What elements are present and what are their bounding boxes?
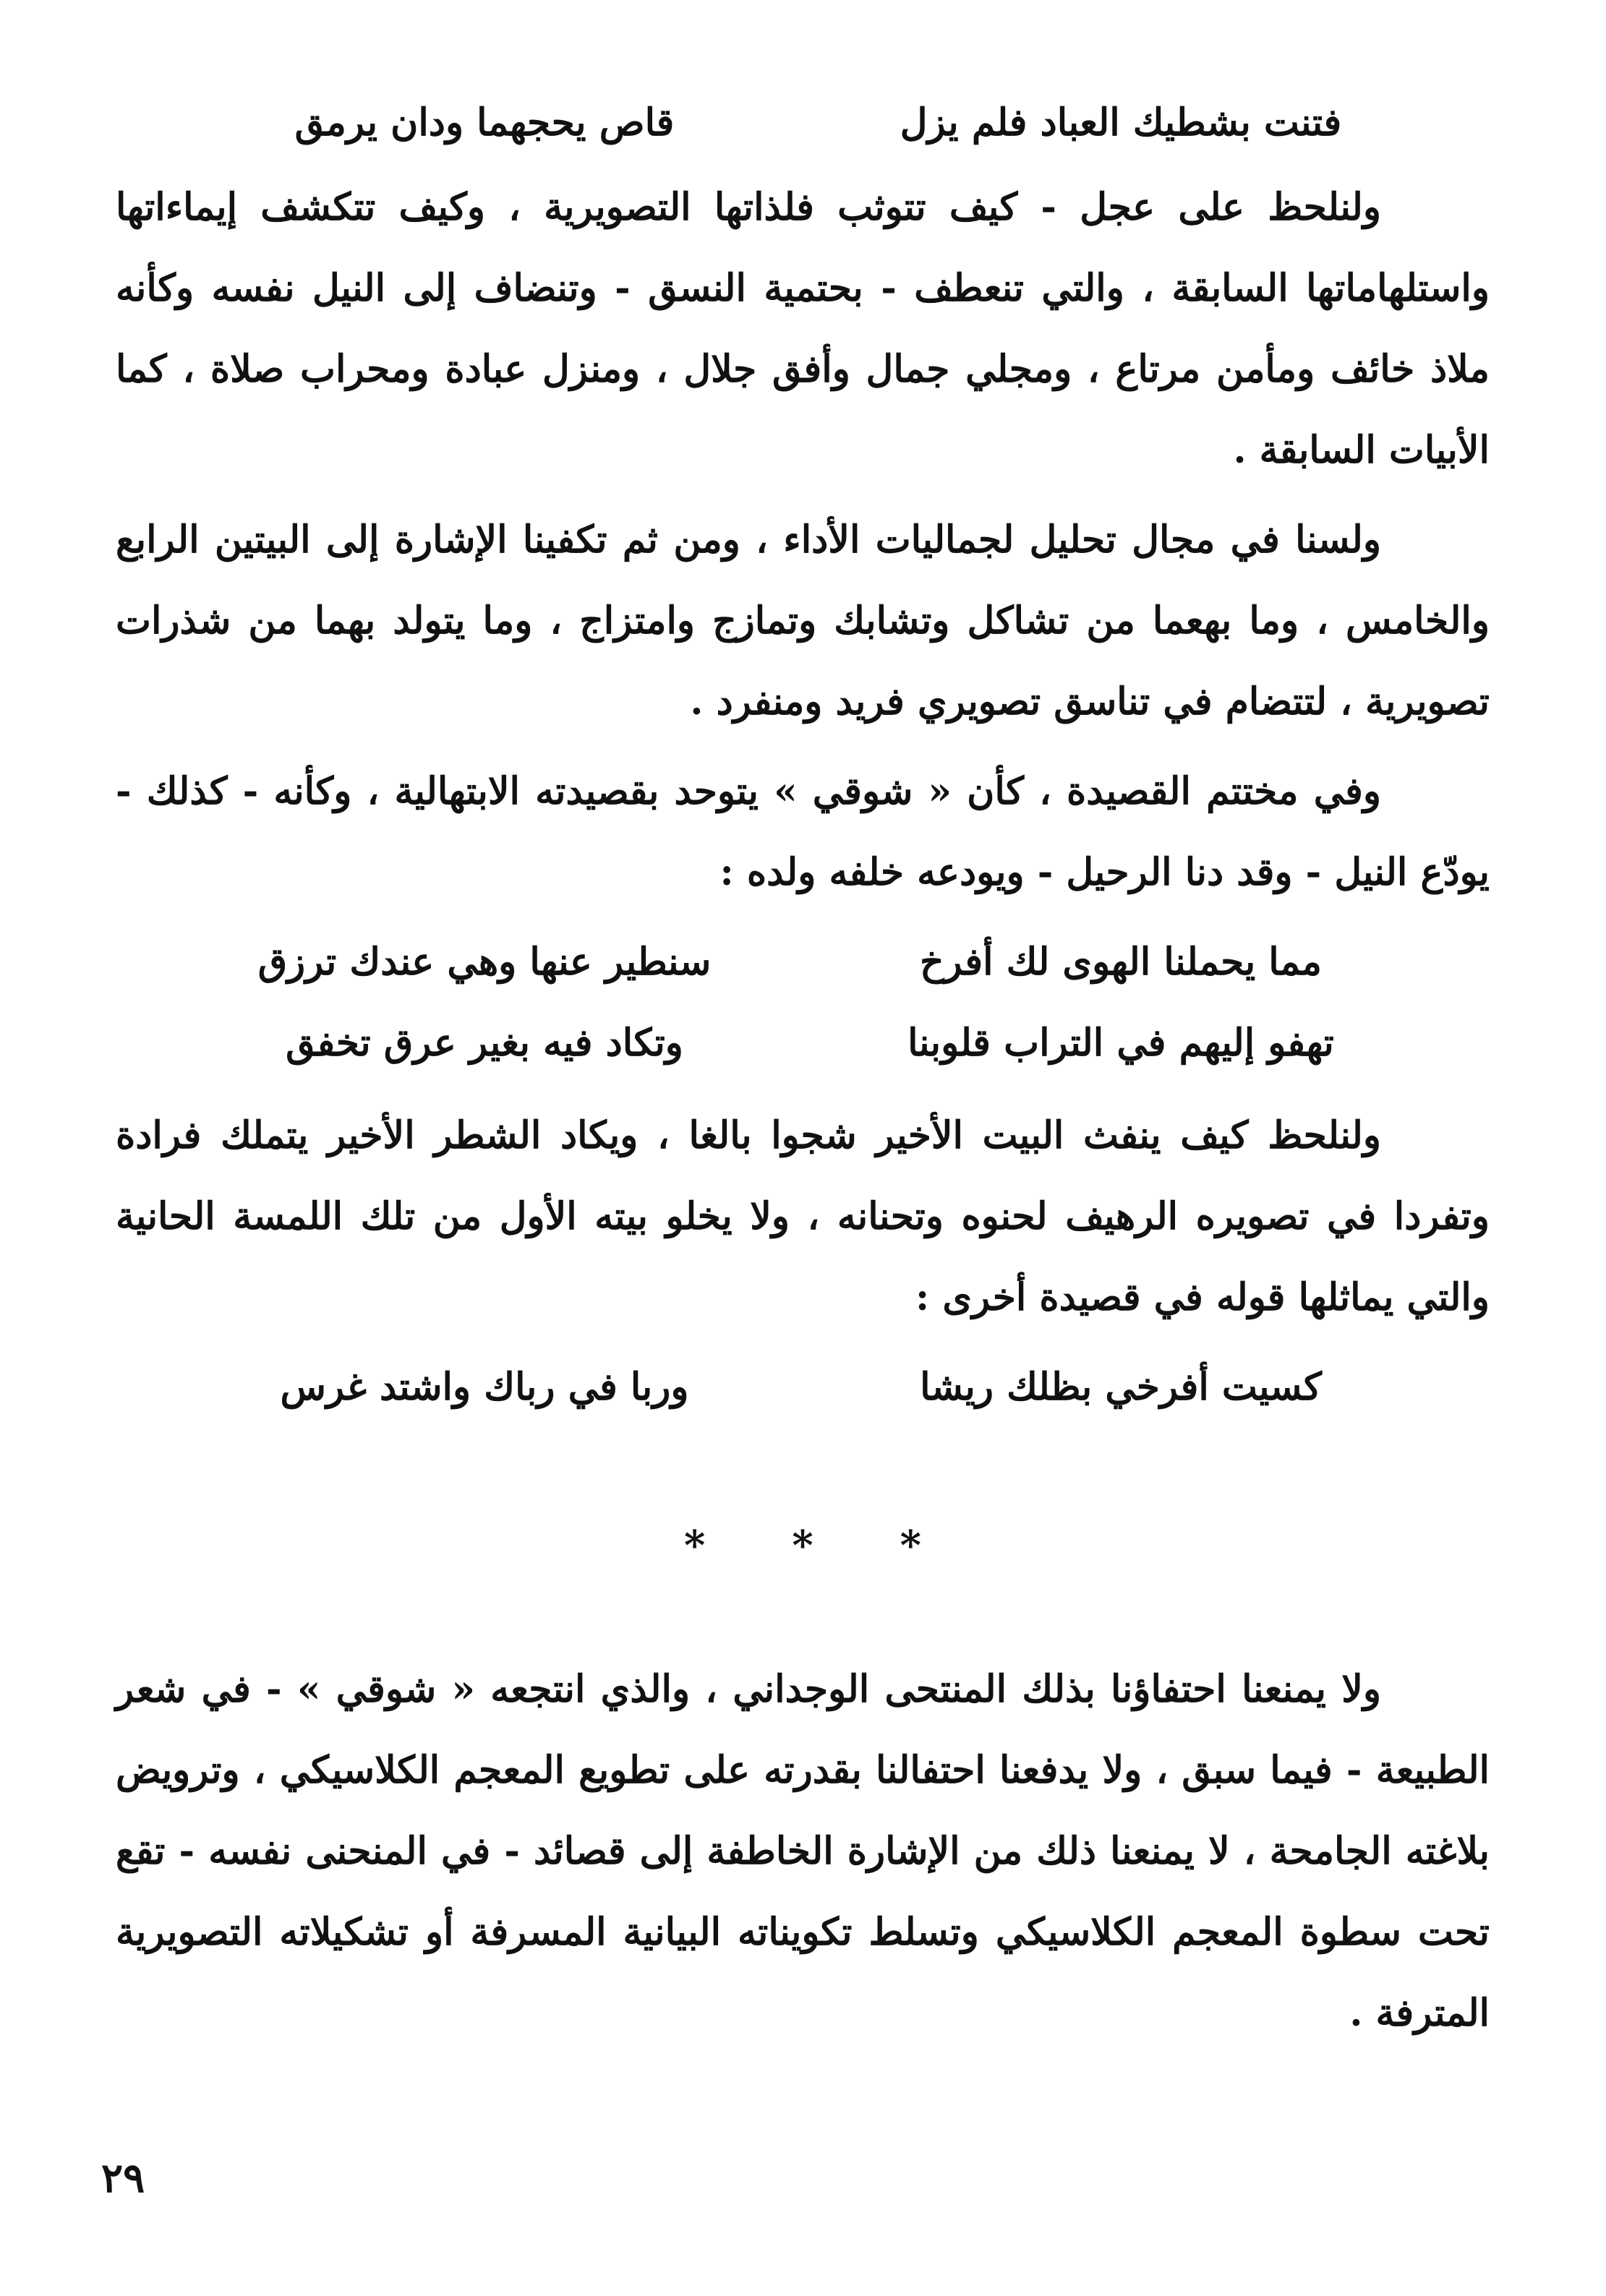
section-separator: [116, 1522, 1490, 1569]
page-number: ٢٩: [101, 2154, 145, 2202]
paragraph: ولنلحظ على عجل - كيف تتوثب فلذاتها التصويرية ، وكيف تتكشف إيماءاتها واستلهاماتها السابقة ، والتي تنعطف - بحتمية النسق - وتنضاف إلى النيل نفسه وكأنه ملاذ خائف ومأمن مرتاع ، ومجلي جمال وأفق جلال ، ومنزل عبادة ومحراب صلاة ، كما الأبيات السابقة .: [116, 184, 1490, 472]
verse-line: [116, 922, 1490, 1003]
verse-line: [116, 1003, 1490, 1084]
opening-verse: [116, 94, 1490, 153]
verse-hemistich-second: سنطير عنها وهي عندك ترزق: [257, 939, 712, 984]
verse-hemistich-second: وربا في رباك واشتد غرس: [280, 1364, 689, 1409]
paragraph: ولا يمنعنا احتفاؤنا بذلك المنتحى الوجداني ، والذي انتجعه « شوقي » - في شعر الطبيعة - فيما سبق ، ولا يدفعنا احتفالنا بقدرته على تطويع المعجم الكلاسيكي ، وترويض بلاغته الجامحة ، لا يمنعنا ذلك من الإشارة الخاطفة إلى قصائد - في المنحنى نفسه - تقع تحت سطوة المعجم الكلاسيكي وتسلط تكويناته البيانية المسرفة أو تشكيلاته التصويرية المترفة .: [116, 1666, 1490, 2035]
verse-hemistich-second: قاص يحجهما ودان يرمق: [294, 100, 675, 145]
quoted-verses: [116, 922, 1490, 1084]
verse-hemistich-first: تهفو إليهم في التراب قلوبنا: [907, 1020, 1334, 1065]
verse-line: [116, 1347, 1490, 1428]
separator-star: *: [792, 1521, 813, 1569]
verse-hemistich-first: كسيت أفرخي بظلك ريشا: [920, 1364, 1322, 1409]
separator-star: *: [684, 1521, 706, 1569]
verse-hemistich-first: مما يحملنا الهوى لك أفرخ: [919, 939, 1323, 984]
verse-hemistich-first: فتنت بشطيك العباد فلم يزل: [900, 100, 1342, 145]
quoted-verses: [116, 1347, 1490, 1428]
verse-hemistich-second: وتكاد فيه بغير عرق تخفق: [286, 1020, 683, 1065]
paragraph: ولنلحظ كيف ينفث البيت الأخير شجوا بالغا ، ويكاد الشطر الأخير يتملك فرادة وتفردا في تصويره الرهيف لحنوه وتحنانه ، ولا يخلو بيته الأول من تلك اللمسة الحانية والتي يماثلها قوله في قصيدة أخرى :: [116, 1113, 1490, 1319]
separator-star: *: [900, 1521, 921, 1569]
book-page: [116, 87, 1490, 2227]
paragraph: ولسنا في مجال تحليل لجماليات الأداء ، ومن ثم تكفينا الإشارة إلى البيتين الرابع والخامس ، وما بهعما من تشاكل وتشابك وتمازج وامتزاج ، وما يتولد بهما من شذرات تصويرية ، لتتضام في تناسق تصويري فريد ومنفرد .: [116, 517, 1490, 724]
paragraph: وفي مختتم القصيدة ، كأن « شوقي » يتوحد بقصيدته الابتهالية ، وكأنه - كذلك - يودّع النيل - وقد دنا الرحيل - ويودعه خلفه ولده :: [116, 768, 1490, 894]
